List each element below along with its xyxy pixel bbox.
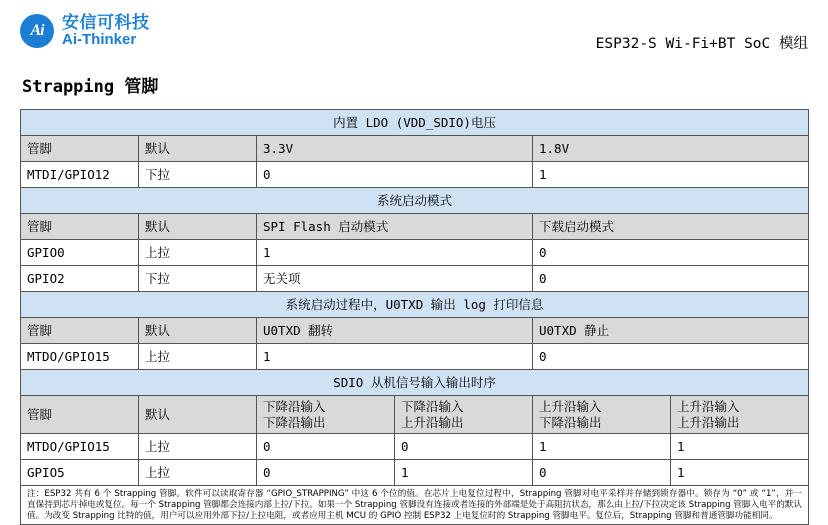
header-line-1: 上升沿输入 [539,399,602,414]
cell-default: 上拉 [139,434,257,460]
page-header [20,14,808,66]
header-cell: 下载启动模式 [533,214,809,240]
header-cell: 默认 [139,136,257,162]
cell-default: 上拉 [139,460,257,486]
cell-value: 0 [257,162,533,188]
strapping-pins-table [20,109,809,525]
header-line-1: 下降沿输入 [401,399,464,414]
table-header-row [21,318,809,344]
cell-default: 下拉 [139,162,257,188]
cell-pin: GPIO2 [21,266,139,292]
table-row [21,460,809,486]
table-row [21,162,809,188]
header-line-1: 上升沿输入 [677,399,740,414]
cell-default: 上拉 [139,344,257,370]
cell-value: 无关项 [257,266,533,292]
table-note-row [21,486,809,525]
cell-value: 1 [257,344,533,370]
header-cell [395,396,533,434]
cell-default: 上拉 [139,240,257,266]
ai-thinker-logo-icon [20,14,54,48]
cell-value: 0 [257,460,395,486]
brand-name-cn: 安信可科技 [62,13,150,33]
header-cell: 管脚 [21,318,139,344]
cell-value: 0 [533,460,671,486]
cell-pin: GPIO0 [21,240,139,266]
header-line-2: 下降沿输出 [539,414,602,430]
header-cell: SPI Flash 启动模式 [257,214,533,240]
header-cell [533,396,671,434]
cell-value: 0 [533,240,809,266]
cell-value: 1 [395,460,533,486]
cell-value: 0 [395,434,533,460]
table-header-row [21,214,809,240]
cell-value: 0 [533,344,809,370]
cell-pin: GPIO5 [21,460,139,486]
section-heading: Strapping 管脚 [22,77,159,97]
table-header-row [21,136,809,162]
table-band-row [21,370,809,396]
header-cell: 管脚 [21,214,139,240]
cell-value: 1 [533,162,809,188]
brand-logo [20,14,150,48]
header-line-2: 上升沿输出 [401,414,464,430]
band-label-bootmode: 系统启动模式 [21,188,809,214]
table-row [21,240,809,266]
brand-text [62,14,150,48]
header-cell [671,396,809,434]
logo-monogram: Ai [30,22,44,39]
header-cell: 管脚 [21,396,139,434]
table-row [21,434,809,460]
cell-pin: MTDO/GPIO15 [21,434,139,460]
header-cell: U0TXD 翻转 [257,318,533,344]
header-cell: 默认 [139,214,257,240]
cell-pin: MTDI/GPIO12 [21,162,139,188]
header-cell: 默认 [139,396,257,434]
header-cell: U0TXD 静止 [533,318,809,344]
table-band-row [21,110,809,136]
brand-name-en: Ai-Thinker [62,31,137,49]
header-cell [257,396,395,434]
cell-value: 1 [533,434,671,460]
strapping-note: 注：ESP32 共有 6 个 Strapping 管脚。软件可以读取寄存器 “GPIO_STRAPPING” 中这 6 个位的值。在芯片上电复位过程中，Strapping 管脚对电平采样并存储到锁存器中。锁存为 “0” 或 “1”，并一直保持到芯片掉电或复位。每一个 Strapping 管脚都会连接内部上拉/下拉。如果一个 Strapping 管脚没有连接或者连接的外部端是处于高阻抗状态，那么由上拉/下拉决定该 Strapping 管脚入电平的默认值。为改变 Strapping 比特的值，用户可以应用外部下拉/上拉电阻，或者应用主机 MCU 的 GPIO 控制 ESP32 上电复位时的 Strapping 管脚电平。复位后，Strapping 管脚和普通管脚功能相同。 [21,486,809,525]
header-line-2: 上升沿输出 [677,414,740,430]
cell-pin: MTDO/GPIO15 [21,344,139,370]
table-band-row [21,188,809,214]
band-label-ldo: 内置 LDO (VDD_SDIO)电压 [21,110,809,136]
cell-value: 1 [671,434,809,460]
header-cell: 管脚 [21,136,139,162]
table-row [21,266,809,292]
cell-value: 1 [671,460,809,486]
header-cell: 1.8V [533,136,809,162]
table-band-row [21,292,809,318]
header-line-2: 下降沿输出 [263,414,326,430]
band-label-uart-log: 系统启动过程中，U0TXD 输出 log 打印信息 [21,292,809,318]
table-header-row [21,396,809,434]
document-title: ESP32-S Wi-Fi+BT SoC 模组 [595,36,808,52]
header-line-1: 下降沿输入 [263,399,326,414]
cell-value: 0 [257,434,395,460]
band-label-sdio-timing: SDIO 从机信号输入输出时序 [21,370,809,396]
cell-value: 1 [257,240,533,266]
header-cell: 默认 [139,318,257,344]
cell-default: 下拉 [139,266,257,292]
cell-value: 0 [533,266,809,292]
table-row [21,344,809,370]
header-cell: 3.3V [257,136,533,162]
